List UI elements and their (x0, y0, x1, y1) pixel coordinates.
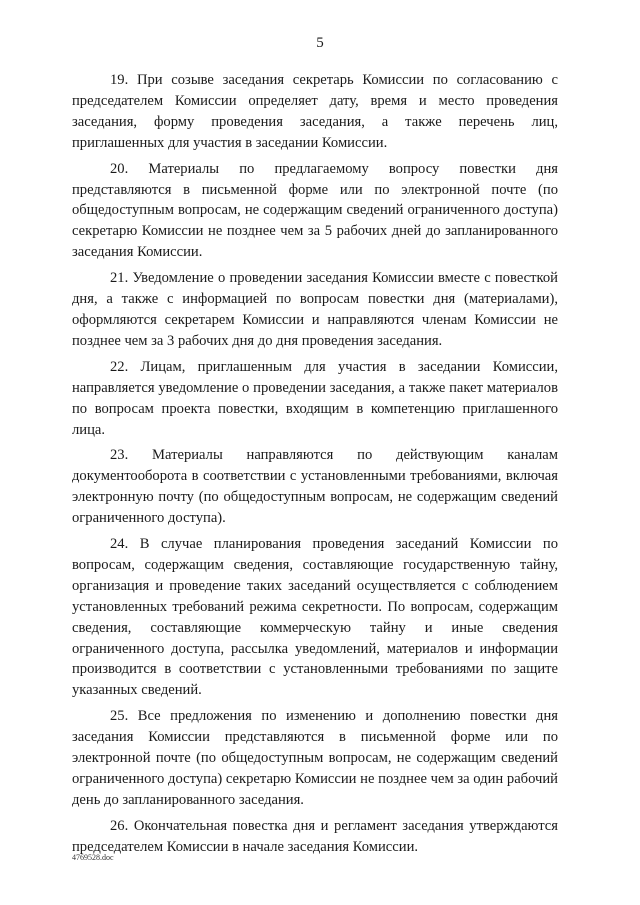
paragraph-22: 22. Лицам, приглашенным для участия в заседании Комиссии, направляется уведомление о проведении заседания, а также пакет материалов по вопросам проекта повестки, входящим в компетенцию приглашенного лица. (72, 358, 558, 438)
paragraph-25: 25. Все предложения по изменению и дополнению повестки дня заседания Комиссии представляются в письменной форме или по электронной почте (по общедоступным вопросам, не содержащим сведений ограниченного доступа) секретарю Комиссии не позднее чем за один рабочий день до запланированного заседания. (72, 708, 558, 808)
paragraph-23: 23. Материалы направляются по действующим каналам документооборота в соответствии с установленными требованиями, включая электронную почту (по общедоступным вопросам, не содержащим сведений ограниченного доступа). (72, 447, 558, 527)
document-file-id: 4769528.doc (72, 853, 114, 862)
paragraph-20: 20. Материалы по предлагаемому вопросу повестки дня представляются в письменной форме или по электронной почте (по общедоступным вопросам, не содержащим сведений ограниченного доступа) секретарю Комиссии не позднее чем за 5 рабочих дней до запланированного заседания Комиссии. (72, 160, 558, 261)
paragraph-24: 24. В случае планирования проведения заседаний Комиссии по вопросам, содержащим сведения, составляющие государственную тайну, организация и проведение таких заседаний осуществляется с соблюдением установленных требований режима секретности. По вопросам, содержащим сведения, составляющие коммерческую тайну и иные сведения ограниченного доступа, рассылка уведомлений, материалов и информации производится в соответствии с установленными требованиями по защите указанных сведений. (72, 536, 558, 699)
paragraph-19: 19. При созыве заседания секретарь Комиссии по согласованию с председателем Комиссии определяет дату, время и место проведения заседания, форму проведения заседания, а также перечень лиц, приглашенных для участия в заседании Комиссии. (72, 72, 558, 151)
paragraph-21: 21. Уведомление о проведении заседания Комиссии вместе с повесткой дня, а также с информацией по вопросам повестки дня (материалами), оформляются секретарем Комиссии и направляются членам Комиссии не позднее чем за 3 рабочих дня до дня проведения заседания. (72, 270, 558, 349)
paragraph-26: 26. Окончательная повестка дня и регламент заседания утверждаются председателем Комиссии в начале заседания Комиссии. (72, 817, 558, 855)
page-number: 5 (316, 35, 324, 51)
document-body (72, 70, 558, 863)
